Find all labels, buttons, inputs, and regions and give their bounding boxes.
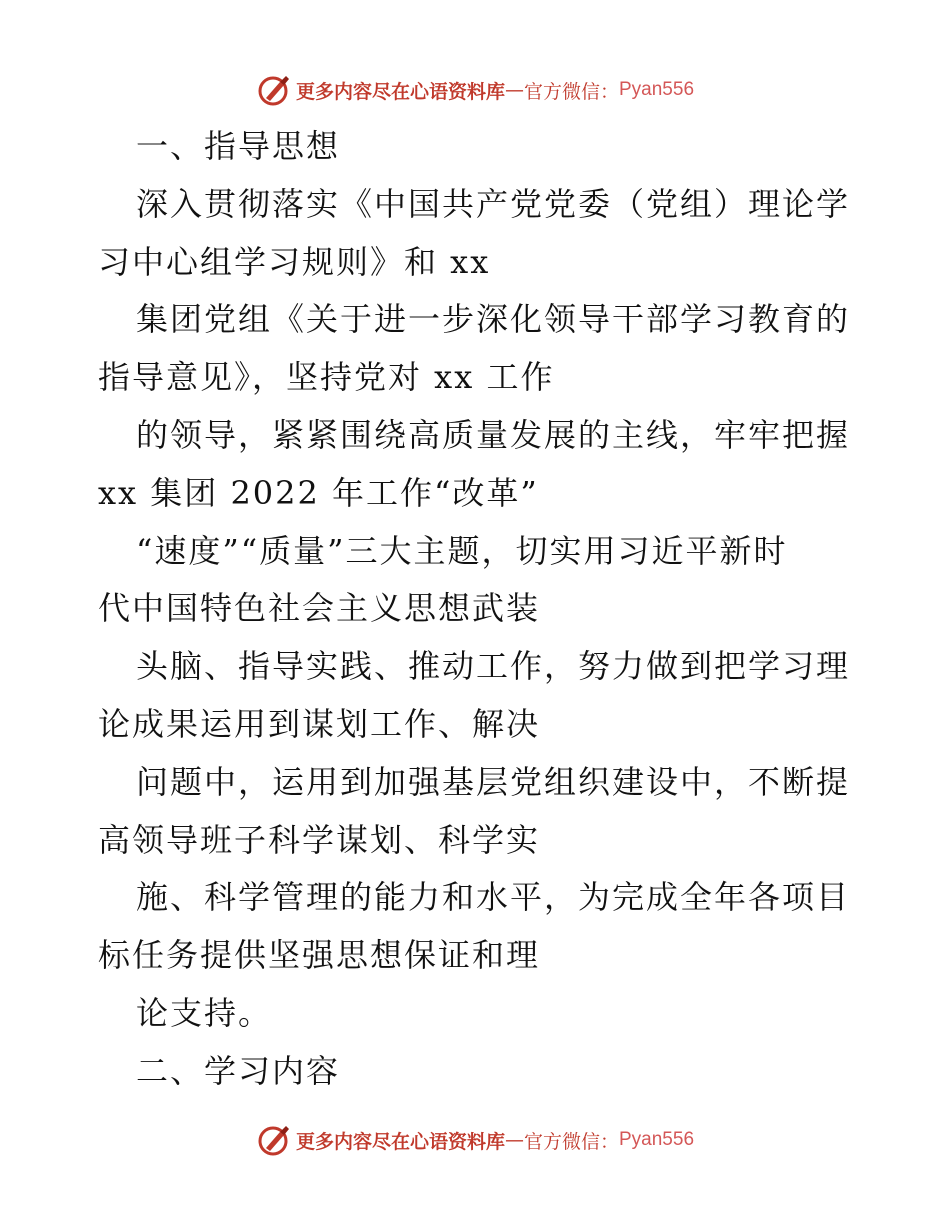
section-heading: 二、学习内容 [136, 1051, 341, 1090]
watermark-wechat-label: 官方微信： [523, 80, 619, 103]
document-body [98, 118, 858, 1101]
paragraph-line: 深入贯彻落实《中国共产党党委（党组）理论学 [136, 184, 851, 223]
paragraph-line: 头脑、指导实践、推动工作，努力做到把学习理 [136, 647, 851, 686]
paragraph-line: 习中心组学习规则》和 xx [98, 242, 491, 281]
paragraph-line: 指导意见》，坚持党对 xx 工作 [98, 358, 555, 397]
watermark-footer [0, 1120, 950, 1160]
watermark-brand: 更多内容尽在心语资料库 [295, 80, 505, 103]
paragraph-line: 标任务提供坚强思想保证和理 [98, 936, 541, 975]
watermark-dash: — [504, 1129, 524, 1151]
paragraph-line: 问题中，运用到加强基层党组织建设中，不断提 [136, 762, 851, 801]
paragraph-line: 代中国特色社会主义思想武装 [98, 589, 541, 628]
pen-logo-icon [256, 72, 292, 108]
pen-logo-icon [256, 1122, 292, 1158]
watermark-wechat-label: 官方微信： [523, 1130, 619, 1153]
paragraph-line: 论成果运用到谋划工作、解决 [98, 704, 541, 743]
paragraph-line: 施、科学管理的能力和水平，为完成全年各项目 [136, 878, 851, 917]
paragraph-line: “速度”“质量”三大主题，切实用习近平新时 [136, 531, 788, 570]
paragraph-line: 的领导，紧紧围绕高质量发展的主线，牢牢把握 [136, 415, 851, 454]
watermark-wechat-id: Pyan556 [619, 79, 695, 100]
watermark-brand: 更多内容尽在心语资料库 [295, 1130, 505, 1153]
watermark-dash: — [504, 79, 524, 101]
section-heading: 一、指导思想 [136, 127, 341, 165]
paragraph-line: xx 集团 2022 年工作“改革” [98, 473, 539, 512]
paragraph-line: 集团党组《关于进一步深化领导干部学习教育的 [136, 300, 851, 339]
paragraph-line: 论支持。 [136, 993, 273, 1032]
watermark-header [0, 70, 950, 110]
paragraph-line: 高领导班子科学谋划、科学实 [98, 820, 541, 859]
watermark-wechat-id: Pyan556 [619, 1129, 695, 1150]
